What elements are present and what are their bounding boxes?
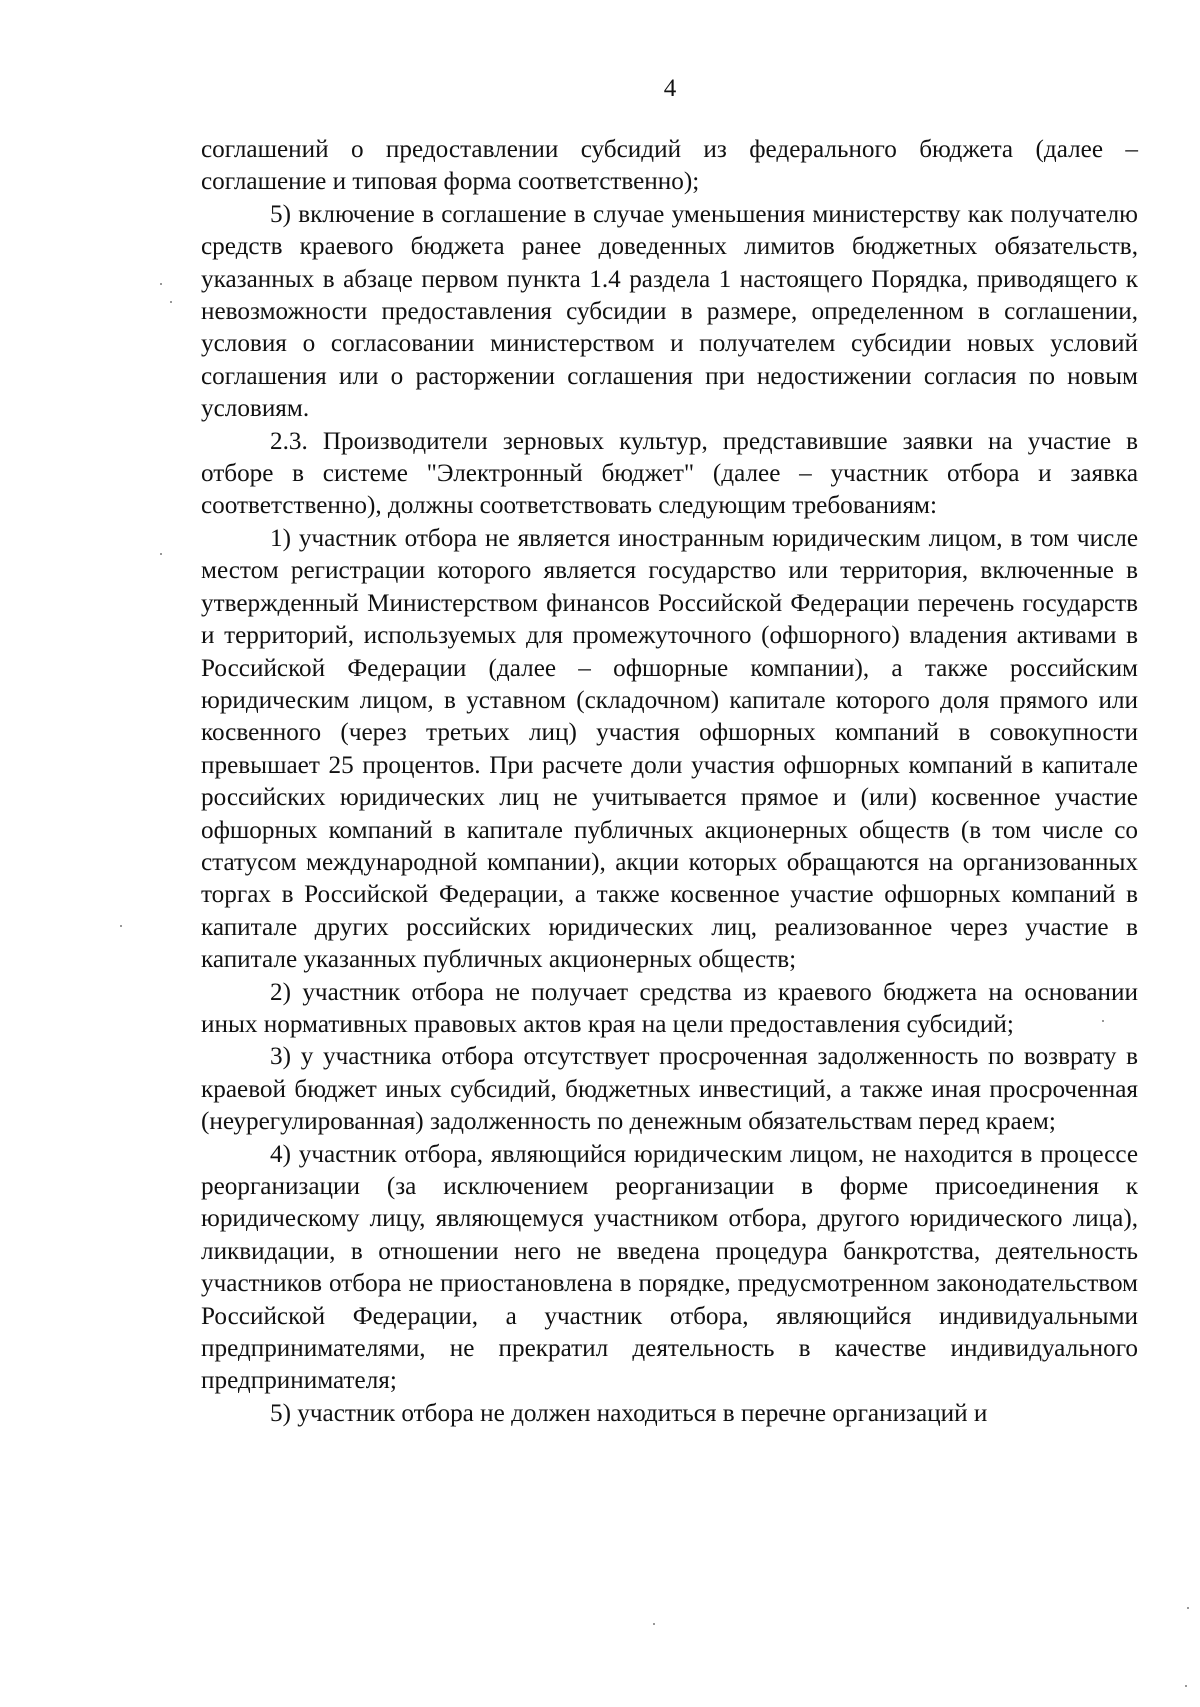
paragraph-requirement-5: 5) участник отбора не должен находиться в перечне организаций и	[270, 1399, 988, 1427]
paragraph-requirement-3: 3) у участника отбора отсутствует просроченная задолженность по возврату в краевой бюджет иных субсидий, бюджетных инвестиций, а также иная просроченная (неурегулированная) задолженность по денежным обязательствам перед краем;	[201, 1043, 1138, 1136]
page-number: 4	[663, 75, 677, 102]
paragraph-requirement-4: 4) участник отбора, являющийся юридическим лицом, не находится в процессе реорганизации (за исключением реорганизации в форме присоединения к юридическому лицу, являющемуся участником отбора, другого юридического лица), ликвидации, в отношении него не введена процедура банкротства, деятельность участников отбора не приостановлена в порядке, предусмотренном законодательством Российской Федерации, а участник отбора, являющийся индивидуальными предпринимателями, не прекратил деятельность в качестве индивидуального предпринимателя;	[201, 1140, 1138, 1395]
scan-speck	[160, 283, 162, 285]
scan-speck	[170, 301, 172, 303]
scan-speck	[1187, 1607, 1189, 1609]
paragraph-requirement-1: 1) участник отбора не является иностранным юридическим лицом, в том числе местом регистрации которого является государство или территория, включенные в утвержденный Министерством финансов Российской Федерации перечень государств и территорий, используемых для промежуточного (офшорного) владения активами в Российской Федерации (далее – офшорные компании), а также российским юридическим лицом, в уставном (складочном) капитале которого доля прямого или косвенного (через третьих лиц) участия офшорных компаний в совокупности превышает 25 процентов. При расчете доли участия офшорных компаний в капитале российских юридических лиц не учитывается прямое и (или) косвенное участие офшорных компаний в капитале публичных акционерных обществ (в том числе со статусом международной компании), акции которых обращаются на организованных торгах в Российской Федерации, а также косвенное участие офшорных компаний в капитале других российских юридических лиц, реализованное через участие в капитале указанных публичных акционерных обществ;	[201, 524, 1138, 974]
document-body	[201, 134, 1138, 1430]
scan-speck	[120, 925, 122, 927]
scan-speck	[1102, 1020, 1104, 1022]
scan-speck	[1185, 1685, 1187, 1687]
paragraph-section-2-3: 2.3. Производители зерновых культур, представившие заявки на участие в отборе в системе "Электронный бюджет" (далее – участник отбора и заявка соответственно), должны соответствовать следующим требованиям:	[201, 427, 1138, 520]
paragraph-item-5-agreement: 5) включение в соглашение в случае уменьшения министерству как получателю средств краевого бюджета ранее доведенных лимитов бюджетных обязательств, указанных в абзаце первом пункта 1.4 раздела 1 настоящего Порядка, приводящего к невозможности предоставления субсидии в размере, определенном в соглашении, условия о согласовании министерством и получателем субсидии новых условий соглашения или о расторжении соглашения при недостижении согласия по новым условиям.	[201, 200, 1138, 423]
scan-speck	[160, 553, 162, 555]
scan-speck	[653, 1623, 655, 1625]
paragraph-continuation: соглашений о предоставлении субсидий из федерального бюджета (далее – соглашение и типовая форма соответственно);	[201, 136, 1138, 196]
paragraph-requirement-2: 2) участник отбора не получает средства из краевого бюджета на основании иных нормативных правовых актов края на цели предоставления субсидий;	[201, 978, 1138, 1038]
